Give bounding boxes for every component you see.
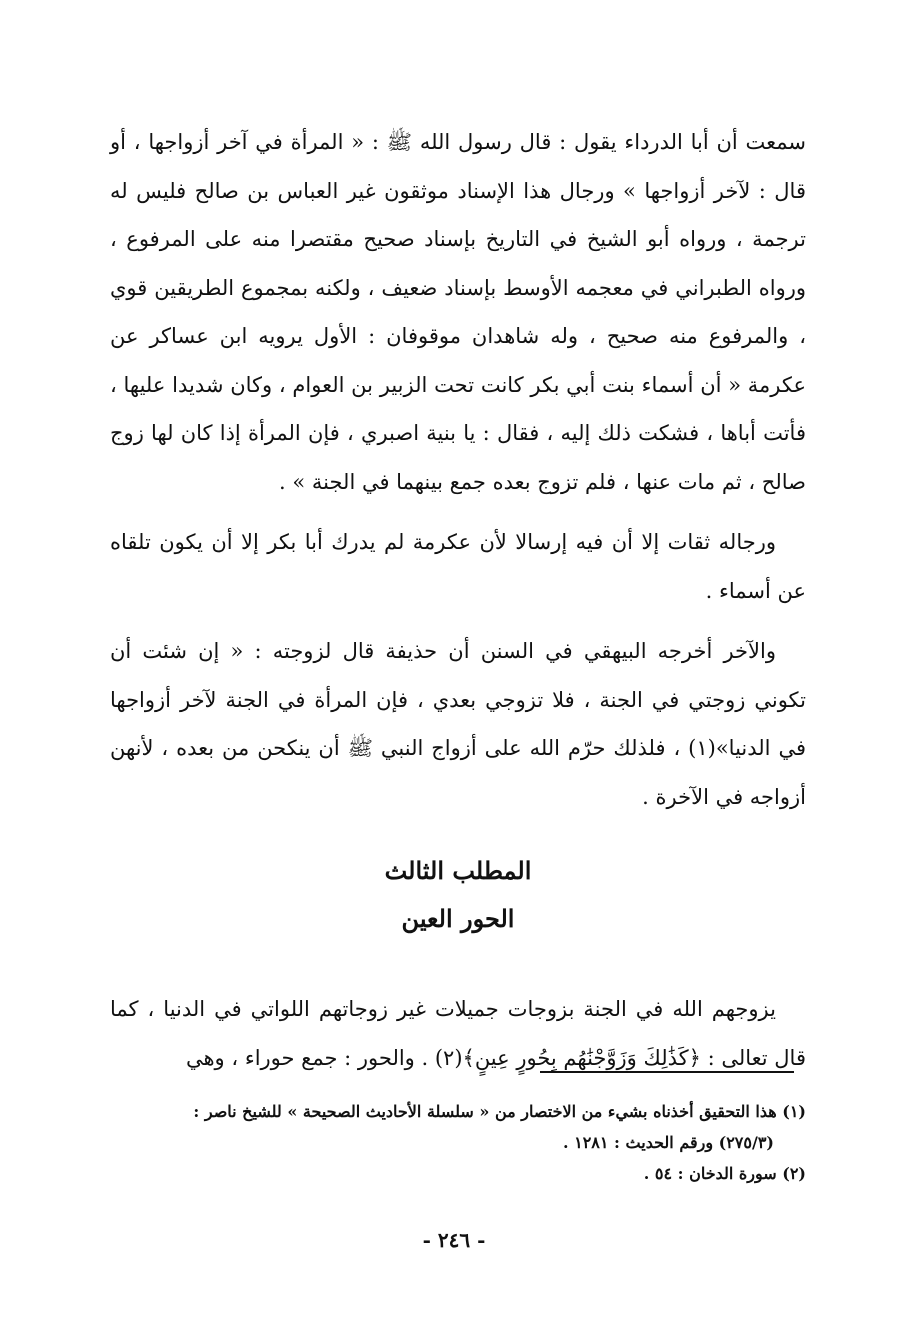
footnote-1-continued: (٢٧٥/٣) ورقم الحديث : ١٢٨١ .: [562, 1133, 774, 1152]
section-title: المطلب الثالث: [384, 856, 532, 885]
paragraph-2: ورجاله ثقات إلا أن فيه إرسالا لأن عكرمة لم يدرك أبا بكر إلا أن يكون تلقاه عن أسماء .: [110, 530, 806, 603]
section-subtitle: الحور العين: [401, 904, 515, 933]
paragraph-1: سمعت أن أبا الدرداء يقول : قال رسول الله ﷺ : « المرأة في آخر أزواجها ، أو قال : لآخر أزواجها » ورجال هذا الإسناد موثقون غير العباس بن صالح فليس له ترجمة ، ورواه أبو الشيخ في التاريخ بإسناد صحيح مقتصرا منه على المرفوع ، ورواه الطبراني في معجمه الأوسط بإسناد ضعيف ، ولكنه بمجموع الطريقين قوي ، والمرفوع منه صحيح ، وله شاهدان موقوفان : الأول يرويه ابن عساكر عن عكرمة « أن أسماء بنت أبي بكر كانت تحت الزبير بن العوام ، وكان شديدا عليها ، فأتت أباها ، فشكت ذلك إليه ، فقال : يا بنية اصبري ، فإن المرأة إذا كان لها زوج صالح ، ثم مات عنها ، فلم تزوج بعده جمع بينهما في الجنة » .: [110, 130, 806, 494]
section-heading: [110, 847, 806, 943]
footnote-2: (٢) سورة الدخان : ٥٤ .: [643, 1164, 806, 1183]
footnotes: [110, 1096, 806, 1189]
paragraph-4: يزوجهم الله في الجنة بزوجات جميلات غير زوجاتهم اللواتي في الدنيا ، كما قال تعالى : ﴿كَذَٰلِكَ وَزَوَّجْنَٰهُم بِحُورٍ عِينٍ﴾(٢) . والحور : جمع حوراء ، وهي: [110, 997, 806, 1070]
page-number: - ٢٤٦ -: [422, 1228, 486, 1252]
page-body: [110, 118, 806, 1082]
footnote-1: (١) هذا التحقيق أخذناه بشيء من الاختصار من « سلسلة الأحاديث الصحيحة » للشيخ ناصر :: [193, 1102, 806, 1121]
footnote-divider: [540, 1071, 794, 1073]
paragraph-3: والآخر أخرجه البيهقي في السنن أن حذيفة قال لزوجته : « إن شئت أن تكوني زوجتي في الجنة ، فلا تزوجي بعدي ، فإن المرأة في الجنة لآخر أزواجها في الدنيا»(١) ، فلذلك حرّم الله على أزواج النبي ﷺ أن ينكحن من بعده ، لأنهن أزواجه في الآخرة .: [110, 639, 806, 809]
